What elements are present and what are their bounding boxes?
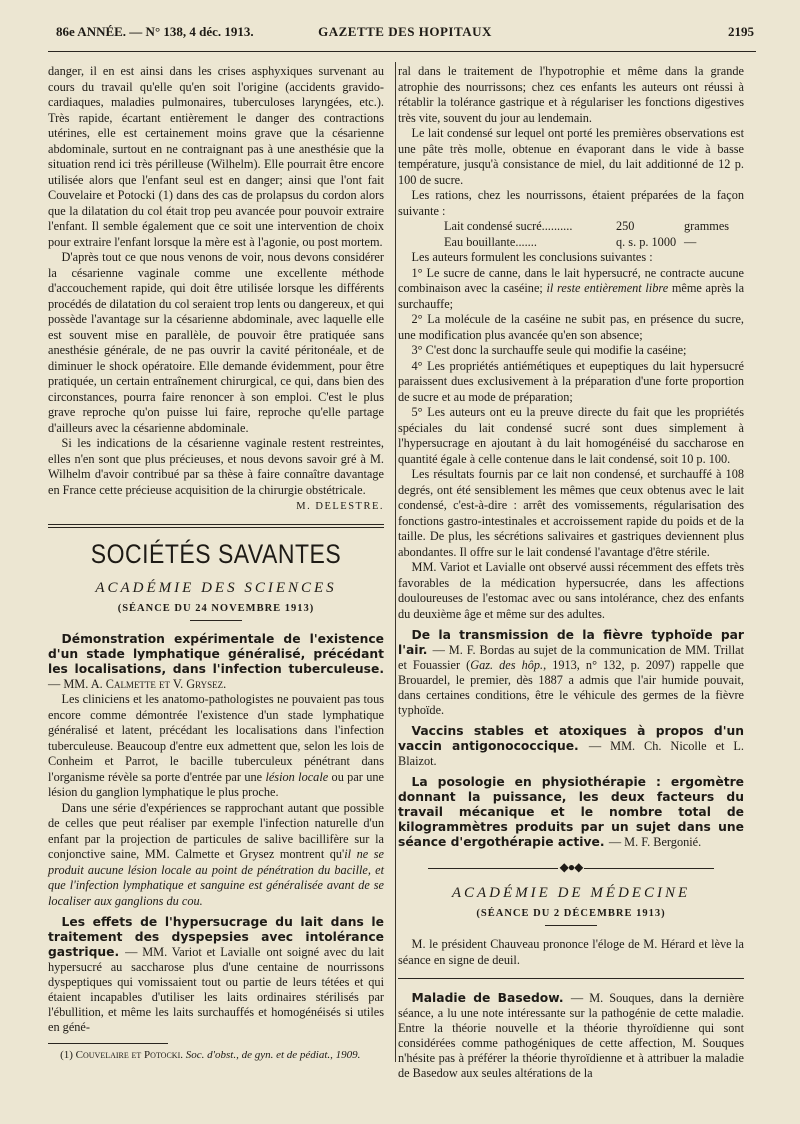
left-column [48, 64, 384, 1062]
running-header [56, 24, 754, 44]
short-rule [545, 925, 597, 926]
text-span: même après la surchauffe; [398, 281, 745, 311]
paragraph: ral dans le traitement de l'hypotrophie et même dans la grande atrophie des nourrissons; chez ces enfants les auteurs ont réussi à rétablir la tolérance gastrique et à régulariser les fonctions digestives très vite, souvent du jour au lendemain. [398, 64, 744, 125]
italic-span: Gaz. des hôp. [470, 658, 544, 672]
text-span: Les cliniciens et les anatomo-pathologistes ne pouvaient pas tous encore comme démontrée l'existence d'un stade lymphatique généralisé et latent, précédant les localisations dans l'infection tuberculeuse. Beaucoup d'entre eux admettent que, selon les lois de Conheim et Parrot, le bacille tuberculeux pénétrant dans l'organisme révèle sa porte d'entrée par une [48, 692, 384, 784]
footnote-authors: (1) Couvelaire et Potocki. [60, 1049, 183, 1061]
communication-heading [48, 632, 384, 692]
right-column [398, 64, 744, 1081]
recipe-unit: grammes [684, 219, 730, 233]
communication-authors: — MM. A. Calmette et V. Grysez. [48, 677, 227, 691]
paragraph: Si les indications de la césarienne vaginale restent restreintes, elles n'en sont que plus précieuses, et nous devons savoir gré à M. Wilhelm d'avoir contribué par sa thèse à faire connaître davantage en France cette précieuse acquisition de la chirurgie obstétricale. [48, 436, 384, 497]
paragraph: Le lait condensé sur lequel ont porté les premières observations est une pâte très molle, obtenue en évaporant dans le vide à basse température, jusqu'à consistance de miel, du lait additionné de 12 p. 100 de sucre. [398, 126, 744, 187]
column-divider [395, 62, 396, 1062]
communication-heading [398, 775, 744, 850]
communication-heading [48, 915, 384, 1035]
communication-title: Maladie de Basedow. [411, 991, 564, 1005]
header-rule [48, 51, 756, 52]
communication-title: Démonstration expérimentale de l'existence d'un stade lymphatique généralisé, précédant les localisations, dans l'infection tuberculeuse. [48, 632, 384, 676]
communication-title: Vaccins stables et atoxiques à propos d'un vaccin antigonococcique. [398, 724, 744, 753]
italic-span: il reste entièrement libre [546, 281, 669, 295]
conclusion-item: 2° La molécule de la caséine ne subit pas, en présence du sucre, une modification plus avancée qu'en son absence; [398, 312, 744, 342]
communication-text: — M. Souques, dans la dernière séance, a lu une note intéressante sur la pathogénie de cette maladie. Entre la théorie nouvelle et la théorie thyroïdienne qui sont considérées comme pathogéniques de cette affection, M. Souques n'hésite pas à préférer la théorie thyroïdienne et à attribuer la maladie de Basedow aux seules altérations de la [398, 991, 745, 1080]
page-number: 2195 [728, 24, 754, 39]
communication-authors: — MM. Variot et Lavialle [125, 945, 261, 959]
paragraph: danger, il en est ainsi dans les crises asphyxiques survenant au cours du travail qu'elle qu'en soit l'origine (accidents gravido-cardiaques, maladies pulmonaires, tuberculoses laryngées, etc.). Très rapide, écartant entièrement le danger des contractions utérines, elle est certainement moins grave que la césarienne abdominale, surtout en ne contraignant pas à une anesthésie que la situation rend ici très périlleuse (Wilhelm). Elle pourrait être encore utilisée alors que l'enfant seul est en danger; ainsi que l'ont fait Couvelaire et Potocki (1) dans des cas de prolapsus du cordon alors que la dilatation du col était trop peu avancée pour pouvoir extraire l'enfant. Il semble également que ce soit une intervention de choix pour extraire l'enfant lorsque la mère est à l'agonie, ou post mortem. [48, 64, 384, 249]
ornament-divider: ◆●◆ [398, 860, 744, 876]
conclusion-item [398, 266, 744, 313]
academy-heading: ACADÉMIE DE MÉDECINE [451, 884, 691, 901]
text-span: ou par une lésion du ganglion lymphatique le plus proche. [48, 769, 384, 799]
recipe-unit: — [684, 234, 697, 249]
recipe-table [444, 219, 744, 250]
paragraph [48, 692, 384, 801]
footnote [48, 1048, 384, 1062]
text-span: Dans une série d'expériences se rapprochant autant que possible de celles que peut réaliser par exemple l'infection naturelle d'un enfant par la projection de particules de salive bacillifère sur la conjonctive saine, MM. Calmette et Grysez montrent qu' [48, 800, 384, 861]
paragraph: Les résultats fournis par ce lait non condensé, et surchauffé à 108 degrés, ont été sensiblement les mêmes que ceux obtenus avec le lait condensé, c'est-à-dire : arrêt des vomissements, régularisation des fonctions gastro-intestinales et accroissement rapide du poids et de la taille. De plus, les sécrétions salivaires et gastriques deviennent plus abondantes. Il offre sur le lait condensé l'avantage d'être stérile. [398, 467, 744, 559]
conclusion-item: 3° C'est donc la surchauffe seule qui modifie la caséine; [411, 343, 687, 357]
italic-span: lésion locale [265, 769, 329, 784]
communication-text: ont soigné avec du lait hypersucré au saccharose plus d'une centaine de nourrissons dyspeptiques qui vomissaient tout ou partie de leurs tétées et qui étaient incapables d'utiliser les laits ordinaires stérilisés par l'ébullition, et même les laits surchauffés et homogénéisés si utiles en géné- [48, 945, 385, 1034]
session-date: (SÉANCE DU 24 NOVEMBRE 1913) [117, 602, 315, 614]
communication-text: — M. F. Bordas au sujet de la communication de MM. Trillat et Fouassier ( [398, 643, 744, 672]
recipe-item: Eau bouillante....... [444, 234, 537, 249]
recipe-qty: 250 [616, 219, 635, 233]
paragraph [48, 801, 384, 910]
communication-title: De la transmission de la fièvre typhoïde par l'air. [398, 628, 744, 657]
communication-heading [398, 628, 744, 718]
footnote-rule [48, 1043, 168, 1044]
paragraph: Les auteurs formulent les conclusions suivantes : [411, 250, 653, 264]
footnote-reference: Soc. d'obst., de gyn. et de pédiat., 1909. [185, 1049, 361, 1061]
academy-heading: ACADÉMIE DES SCIENCES [95, 579, 337, 596]
author-signature: M. DELESTRE. [296, 501, 384, 512]
communication-authors: — MM. Ch. Nicolle et L. Blaizot. [398, 739, 745, 768]
paragraph: MM. Variot et Lavialle ont observé aussi récemment des effets très favorables de la médication hypersucrée, dans les affections douloureuses de l'estomac avec ou sans intolérance, chez des enfants du deuxième âge et même sur des adultes. [398, 560, 744, 621]
short-rule [190, 620, 242, 621]
journal-title: GAZETTE DES HOPITAUX [318, 24, 492, 39]
paragraph: M. le président Chauveau prononce l'éloge de M. Hérard et lève la séance en signe de deuil. [398, 937, 744, 967]
section-double-rule [48, 524, 384, 528]
communication-heading [398, 724, 744, 769]
conclusion-item: 5° Les auteurs ont eu la preuve directe du fait que les propriétés spéciales du lait condensé sucré sont dues simplement à l'hypersucrage en ajoutant à du lait homogénéisé du saccharose en quantité égale à celle contenue dans le lait condensé, soit 10 p. 100. [398, 405, 744, 466]
text-span: 1° Le sucre de canne, dans le lait hypersucré, ne contracte aucune combinaison avec la caséine; [398, 265, 744, 295]
paragraph: Les rations, chez les nourrissons, étaient préparées de la façon suivante : [398, 188, 744, 218]
issue-info: 86e ANNÉE. — N° 138, 4 déc. 1913. [56, 24, 254, 39]
communication-title: Les effets de l'hypersucrage du lait dans le traitement des dyspepsies avec intolérance gastrique. [48, 915, 384, 959]
italic-span: il ne se produit aucune lésion locale au point de pénétration du bacille, et que l'infection lymphatique et sanguine est généralisée avant de se localiser aux ganglions du cou. [48, 847, 384, 908]
communication-text: , 1913, n° 132, p. 2097) rappelle que Brouardel, le premier, dès 1887 a admis que l'air humide pouvait, dans certaines conditions, être le véhicule des germes de la fièvre typhoïde. [398, 658, 744, 717]
communication-heading [398, 991, 744, 1081]
conclusion-item: 4° Les propriétés antiémétiques et eupeptiques du lait hypersucré paraissent dues exclusivement à la préparation d'une forte proportion de sucre et au mode de préparation; [398, 358, 744, 404]
paragraph: D'après tout ce que nous venons de voir, nous devons considérer la césarienne vaginale comme une excellente méthode d'accouchement rapide, qui doit être utilisée lorsque les différents procédés de dilatation du col seraient trop lents ou dangereux, et qui possède l'avantage sur la césarienne abdominale, avec laquelle elle est souvent mise en parallèle, de pouvoir être pratiquée sans anesthésie générale, de ne pas ouvrir la cavité péritonéale, et de diminuer le shock opératoire. Elle demande évidemment, pour être pratiquée, un certain entraînement chirurgical, ce qui, dans bien des circonstances, pourra faire renoncer à son emploi. C'est le plus grave reproche qu'on puisse lui faire, reproche qu'elle partage d'ailleurs avec la césarienne abdominale. [48, 250, 384, 435]
separator-rule [398, 978, 744, 979]
recipe-item: Lait condensé sucré.......... [444, 219, 573, 233]
session-date: (SÉANCE DU 2 DÉCEMBRE 1913) [476, 907, 666, 919]
communication-authors: — M. F. Bergonié. [608, 835, 702, 849]
communication-title: La posologie en physiothérapie : ergomètre donnant la puissance, les deux facteurs du travail mécanique et le nombre total de kilogrammètres produits par un sujet dans une séance d'ergothérapie active. [398, 775, 744, 849]
recipe-qty: q. s. p. 1000 [616, 234, 677, 249]
section-title: SOCIÉTÉS SAVANTES [90, 538, 342, 569]
